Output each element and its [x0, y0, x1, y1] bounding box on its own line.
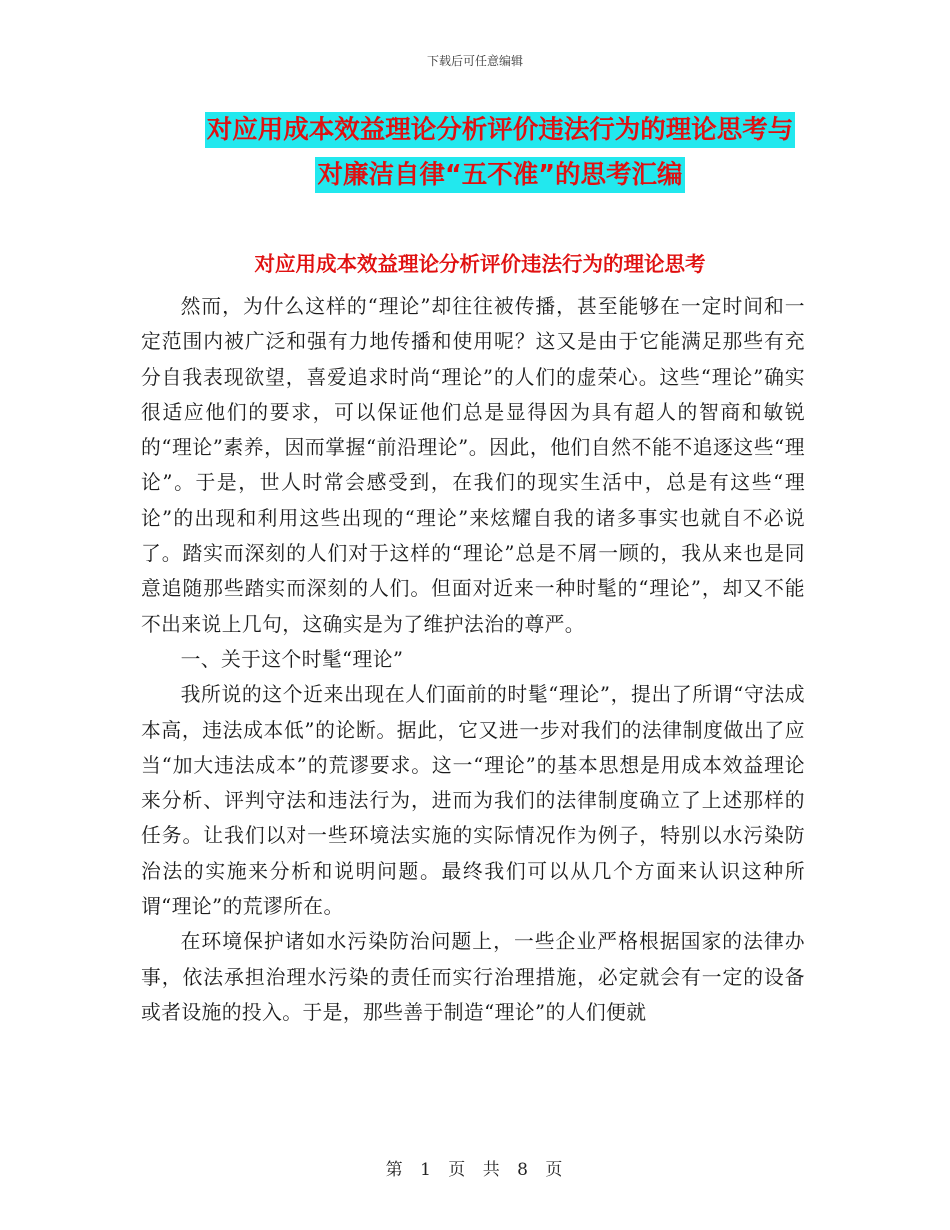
subheading: 一、关于这个时髦“理论” [180, 647, 404, 671]
page-number: 第 1 页 共 8 页 [385, 1160, 565, 1180]
document-body [141, 289, 805, 1030]
document-title [140, 108, 860, 198]
paragraph: 然而，为什么这样的“理论”却往往被传播，甚至能够在一定时间和一定范围内被广泛和强有力地传播和使用呢？这又是由于它能满足那些有充分自我表现欲望，喜爱追求时尚“理论”的人们的虚荣心。这些“理论”确实很适应他们的要求，可以保证他们总是显得因为具有超人的智商和敏锐的“理论”素养，因而掌握“前沿理论”。因此，他们自然不能不追逐这些“理论”。于是，世人时常会感受到，在我们的现实生活中，总是有这些“理论”的出现和利用这些出现的“理论”来炫耀自我的诸多事实也就自不必说了。踏实而深刻的人们对于这样的“理论”总是不屑一顾的，我从来也是同意追随那些踏实而深刻的人们。但面对近来一种时髦的“理论”，却又不能不出来说上几句，这确实是为了维护法治的尊严。 [141, 295, 805, 636]
section-title: 对应用成本效益理论分析评价违法行为的理论思考 [254, 252, 706, 276]
document-title-line-1: 对应用成本效益理论分析评价违法行为的理论思考与 [205, 112, 796, 148]
document-title-line-2: 对廉洁自律“五不准”的思考汇编 [315, 157, 684, 193]
paragraph: 在环境保护诸如水污染防治问题上，一些企业严格根据国家的法律办事，依法承担治理水污染的责任而实行治理措施，必定就会有一定的设备或者设施的投入。于是，那些善于制造“理论”的人们便就 [141, 930, 805, 1024]
header-note: 下载后可任意编辑 [426, 54, 523, 68]
paragraph: 我所说的这个近来出现在人们面前的时髦“理论”，提出了所谓“守法成本高，违法成本低”的论断。据此，它又进一步对我们的法律制度做出了应当“加大违法成本”的荒谬要求。这一“理论”的基本思想是用成本效益理论来分析、评判守法和违法行为，进而为我们的法律制度确立了上述那样的任务。让我们以对一些环境法实施的实际情况作为例子，特别以水污染防治法的实施来分析和说明问题。最终我们可以从几个方面来认识这种所谓“理论”的荒谬所在。 [141, 683, 805, 919]
